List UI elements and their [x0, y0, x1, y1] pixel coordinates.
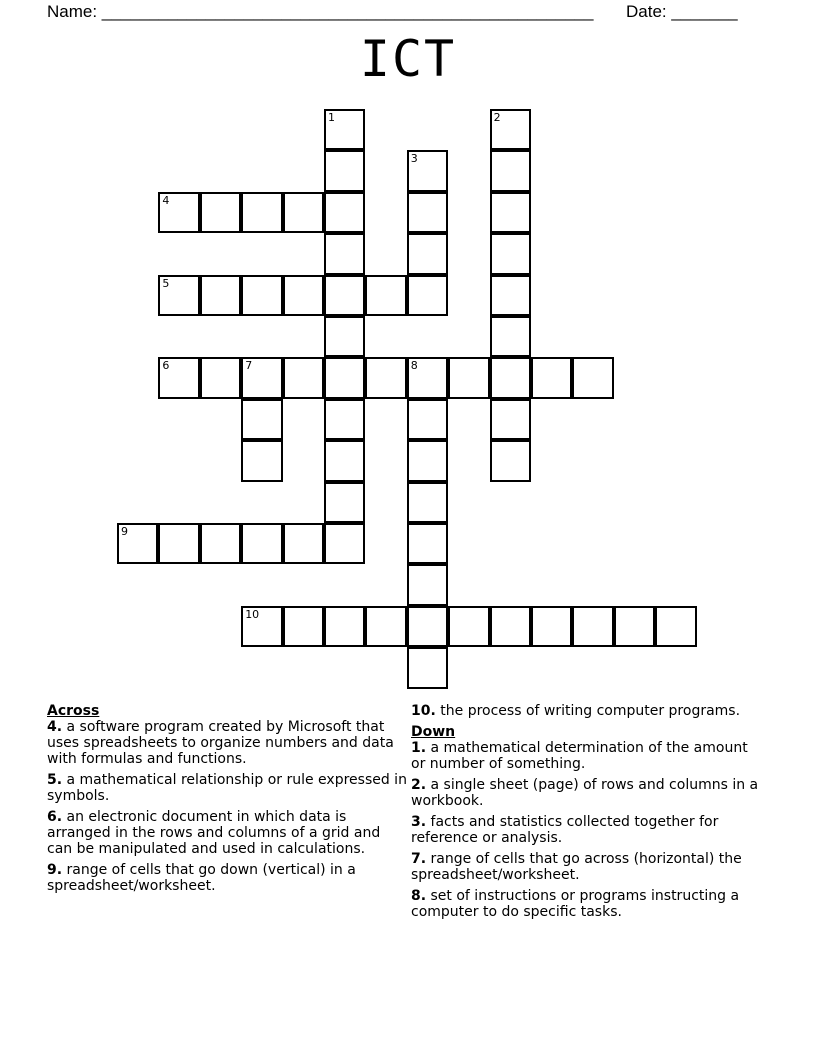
grid-cell[interactable] — [407, 523, 448, 564]
grid-cell[interactable] — [200, 192, 241, 233]
grid-cell[interactable] — [407, 275, 448, 316]
grid-cell[interactable] — [490, 440, 531, 481]
grid-cell[interactable] — [324, 440, 365, 481]
clue-text: a software program created by Microsoft that uses spreadsheets to organize numbers and data with formulas and functions. — [47, 719, 394, 767]
grid-cell[interactable] — [241, 275, 282, 316]
clue-text: range of cells that go across (horizontal) the spreadsheet/worksheet. — [411, 851, 742, 883]
grid-cell[interactable] — [324, 523, 365, 564]
grid-cell[interactable] — [407, 192, 448, 233]
grid-cell[interactable] — [572, 606, 613, 647]
grid-cell[interactable] — [324, 357, 365, 398]
clue-number: 2. — [411, 777, 427, 793]
grid-cell[interactable] — [490, 233, 531, 274]
grid-cell[interactable] — [490, 606, 531, 647]
grid-cell[interactable] — [448, 357, 489, 398]
grid-cell[interactable] — [490, 150, 531, 191]
grid-cell[interactable] — [200, 357, 241, 398]
grid-cell[interactable] — [407, 357, 448, 398]
grid-cell[interactable] — [283, 606, 324, 647]
grid-cell[interactable] — [407, 482, 448, 523]
cell-number: 4 — [162, 193, 170, 207]
clue-across-5 — [47, 772, 407, 804]
grid-cell[interactable] — [407, 233, 448, 274]
clue-number: 1. — [411, 740, 427, 756]
grid-cell[interactable] — [241, 357, 282, 398]
grid-cell[interactable] — [241, 440, 282, 481]
grid-cell[interactable] — [200, 275, 241, 316]
clue-down-1 — [411, 740, 761, 772]
clue-down-8 — [411, 888, 761, 920]
clue-number: 6. — [47, 809, 63, 825]
clue-number: 4. — [47, 719, 63, 735]
clue-text: a mathematical determination of the amount or number of something. — [411, 740, 748, 772]
grid-cell[interactable] — [407, 564, 448, 605]
name-field[interactable]: Name: ____________________________________________________ — [47, 2, 594, 21]
clue-number: 3. — [411, 814, 427, 830]
clue-number: 7. — [411, 851, 427, 867]
cell-number: 2 — [493, 111, 501, 124]
clue-text: a mathematical relationship or rule expressed in symbols. — [47, 772, 407, 804]
clue-text: an electronic document in which data is arranged in the rows and columns of a grid and can be manipulated and used in calculations. — [47, 809, 381, 857]
grid-cell[interactable] — [200, 523, 241, 564]
grid-cell[interactable] — [448, 606, 489, 647]
clue-text: a single sheet (page) of rows and columns in a workbook. — [411, 777, 759, 809]
grid-cell[interactable] — [241, 606, 282, 647]
cell-number: 9 — [121, 525, 128, 538]
cell-number: 1 — [328, 111, 335, 124]
grid-cell[interactable] — [490, 357, 531, 398]
down-heading: Down — [411, 724, 456, 740]
clue-number: 5. — [47, 772, 63, 788]
cell-number: 7 — [245, 359, 253, 373]
cell-number: 5 — [162, 276, 170, 290]
clue-across-4 — [47, 719, 407, 767]
grid-cell[interactable] — [531, 606, 572, 647]
clue-text: facts and statistics collected together for reference or analysis. — [411, 814, 719, 846]
grid-cell[interactable] — [655, 606, 696, 647]
cell-number: 6 — [162, 359, 170, 373]
grid-cell[interactable] — [324, 316, 365, 357]
grid-cell[interactable] — [365, 357, 406, 398]
clue-number: 10. — [411, 703, 436, 719]
grid-cell[interactable] — [283, 357, 324, 398]
clue-down-3 — [411, 814, 761, 846]
grid-cell[interactable] — [117, 523, 158, 564]
grid-cell[interactable] — [324, 399, 365, 440]
grid-cell[interactable] — [283, 192, 324, 233]
right-clues — [411, 703, 761, 925]
grid-cell[interactable] — [490, 275, 531, 316]
grid-cell[interactable] — [572, 357, 613, 398]
clue-number: 8. — [411, 888, 427, 904]
grid-cell[interactable] — [531, 357, 572, 398]
grid-cell[interactable] — [365, 606, 406, 647]
date-field[interactable]: Date: _______ — [626, 2, 738, 21]
grid-cell[interactable] — [158, 275, 199, 316]
grid-cell[interactable] — [324, 606, 365, 647]
grid-cell[interactable] — [241, 523, 282, 564]
grid-cell[interactable] — [324, 150, 365, 191]
grid-cell[interactable] — [283, 523, 324, 564]
cell-number: 3 — [410, 152, 418, 166]
clue-text: the process of writing computer programs. — [440, 703, 741, 719]
across-clues — [47, 703, 407, 899]
grid-cell[interactable] — [365, 275, 406, 316]
clue-across-6 — [47, 809, 407, 857]
grid-cell[interactable] — [407, 647, 448, 688]
grid-cell[interactable] — [324, 482, 365, 523]
grid-cell[interactable] — [614, 606, 655, 647]
cell-number: 10 — [245, 607, 260, 621]
clue-across-9 — [47, 862, 407, 894]
grid-cell[interactable] — [490, 192, 531, 233]
grid-cell[interactable] — [158, 357, 199, 398]
grid-cell[interactable] — [158, 523, 199, 564]
clue-down-7 — [411, 851, 761, 883]
grid-cell[interactable] — [241, 399, 282, 440]
grid-cell[interactable] — [283, 275, 324, 316]
grid-cell[interactable] — [324, 275, 365, 316]
grid-cell[interactable] — [407, 150, 448, 191]
grid-cell[interactable] — [407, 440, 448, 481]
across-heading: Across — [47, 703, 100, 719]
grid-cell[interactable] — [241, 192, 282, 233]
grid-cell[interactable] — [407, 399, 448, 440]
grid-cell[interactable] — [158, 192, 199, 233]
clue-down-2 — [411, 777, 761, 809]
grid-cell[interactable] — [324, 109, 365, 150]
cell-number: 8 — [410, 359, 418, 373]
clue-text: set of instructions or programs instructing a computer to do specific tasks. — [411, 888, 740, 920]
grid-cell[interactable] — [490, 399, 531, 440]
grid-cell[interactable] — [324, 233, 365, 274]
clue-number: 9. — [47, 862, 63, 878]
grid-cell[interactable] — [490, 109, 531, 150]
clue-across-10 — [411, 703, 761, 719]
grid-cell[interactable] — [407, 606, 448, 647]
grid-cell[interactable] — [490, 316, 531, 357]
clue-text: range of cells that go down (vertical) in a spreadsheet/worksheet. — [47, 862, 356, 894]
puzzle-title: ICT — [359, 30, 457, 88]
grid-cell[interactable] — [324, 192, 365, 233]
